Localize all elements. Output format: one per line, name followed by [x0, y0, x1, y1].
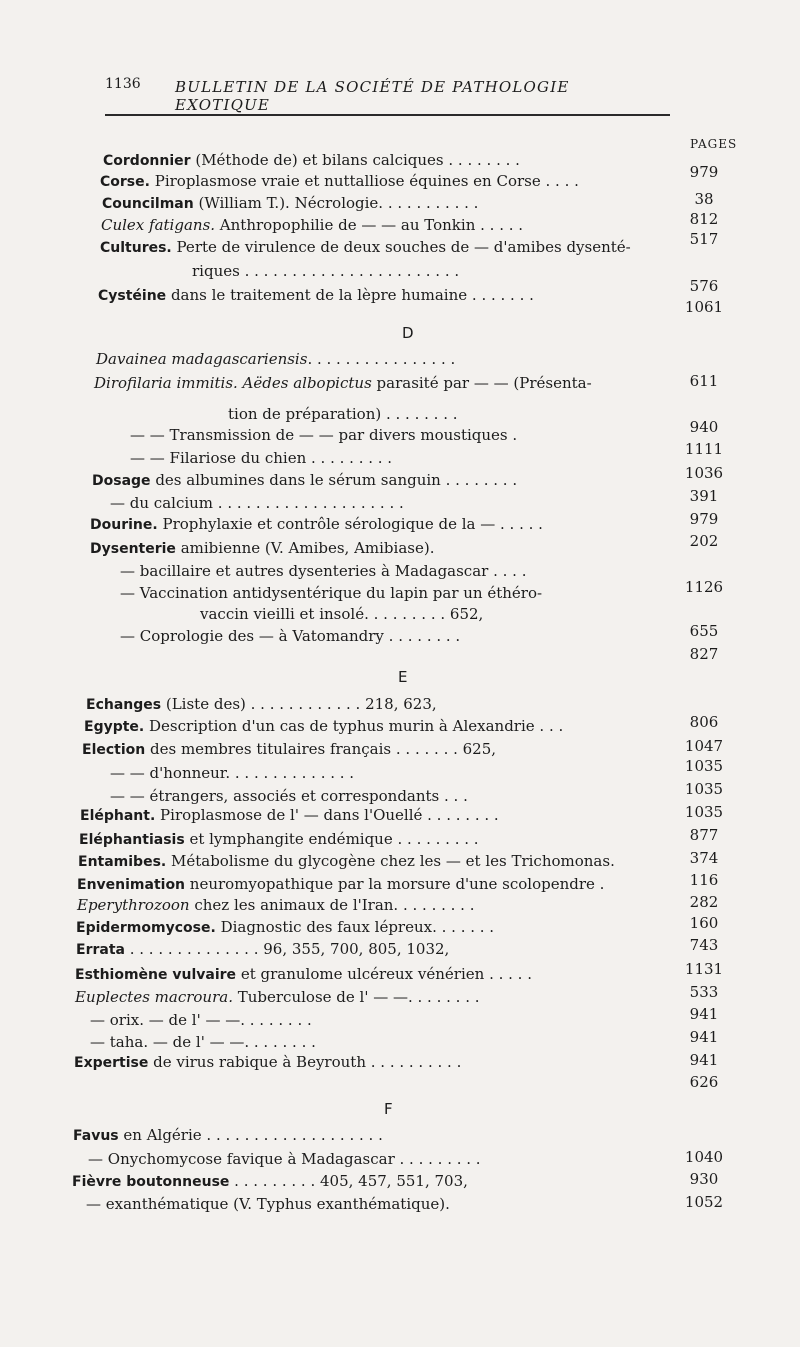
entry-text: — — Filariose du chien . . . . . . . . .: [130, 449, 393, 467]
page-reference: 1047: [684, 737, 724, 755]
index-entry: [130, 426, 517, 444]
index-entry: [86, 1195, 450, 1213]
page-reference: 576: [689, 277, 719, 295]
index-entry: [130, 449, 392, 467]
entry-term: Euplectes macroura.: [75, 988, 233, 1006]
page-reference: 941: [689, 1005, 719, 1023]
index-entry: [77, 875, 604, 894]
entry-text: — Vaccination antidysentérique du lapin par un éthéro-: [120, 584, 543, 602]
page-reference: 940: [689, 418, 719, 436]
index-entry: [75, 988, 480, 1006]
index-entry: [110, 764, 354, 782]
entry-text: dans le traitement de la lèpre humaine . . . . . . .: [166, 286, 534, 304]
page-reference: 1035: [684, 780, 724, 798]
entry-term: Echanges: [86, 697, 162, 713]
entry-text: — Coprologie des — à Vatomandry . . . . . . . .: [120, 627, 461, 645]
entry-text: — bacillaire et autres dysenteries à Madagascar . . . .: [120, 562, 527, 580]
page-reference: 1061: [684, 298, 724, 316]
page-reference: 611: [689, 372, 719, 390]
index-entry: [192, 262, 459, 280]
page-reference: 1052: [684, 1193, 724, 1211]
entry-text: en Algérie . . . . . . . . . . . . . . . . . . .: [118, 1126, 383, 1144]
index-entry: [100, 172, 579, 191]
entry-text: de virus rabique à Beyrouth . . . . . . . . . .: [148, 1053, 462, 1071]
index-entry: [90, 1033, 316, 1051]
index-entry: [73, 1126, 383, 1145]
entry-text: (William T.). Nécrologie. . . . . . . . . . .: [193, 194, 479, 212]
entry-text: (Liste des) . . . . . . . . . . . . 218, 623,: [161, 695, 437, 713]
entry-text: . . . . . . . . . . . . . . . .: [307, 350, 456, 368]
entry-term: Egypte.: [84, 719, 145, 735]
page-reference: 202: [689, 532, 719, 550]
index-entry: [120, 627, 460, 645]
section-letter-e: E: [398, 668, 408, 686]
entry-term: Corse.: [100, 174, 150, 190]
page-reference: 116: [689, 871, 719, 889]
entry-text: Description d'un cas de typhus murin à Alexandrie . . .: [144, 717, 564, 735]
entry-term: Dosage: [92, 473, 151, 489]
page-reference: 626: [689, 1073, 719, 1091]
index-entry: [72, 1172, 468, 1191]
entry-term: Davainea madagascariensis: [96, 350, 308, 368]
entry-term: Epidermomycose.: [76, 920, 216, 936]
entry-term: Errata: [76, 942, 125, 958]
index-entry: [76, 940, 449, 959]
page-reference: 1035: [684, 803, 724, 821]
entry-text: — — étrangers, associés et correspondants . . .: [110, 787, 468, 805]
entry-text: et granulome ulcéreux vénérien . . . . .: [236, 965, 532, 983]
entry-term: Councilman: [102, 196, 194, 212]
index-entry: [92, 471, 517, 490]
index-entry: [86, 695, 437, 714]
entry-text: neuromyopathique par la morsure d'une scolopendre .: [185, 875, 605, 893]
entry-text: — du calcium . . . . . . . . . . . . . . . . . . . .: [110, 494, 404, 512]
entry-term: Entamibes.: [78, 854, 167, 870]
page-reference: 743: [689, 936, 719, 954]
entry-term: Cordonnier: [103, 153, 191, 169]
entry-text: (Méthode de) et bilans calciques . . . . . . . .: [190, 151, 520, 169]
entry-term: Favus: [73, 1128, 119, 1144]
page-number: 1136: [105, 76, 141, 92]
page-reference: 941: [689, 1051, 719, 1069]
entry-term: Cystéine: [98, 288, 167, 304]
entry-text: — Onychomycose favique à Madagascar . . . . . . . . .: [88, 1150, 481, 1168]
entry-term: Eléphantiasis: [79, 832, 185, 848]
index-entry: [74, 1053, 461, 1072]
index-entry: [103, 151, 520, 170]
entry-text: amibienne (V. Amibes, Amibiase).: [175, 539, 435, 557]
entry-text: — orix. — de l' — —. . . . . . . .: [90, 1011, 312, 1029]
page-reference: 806: [689, 713, 719, 731]
index-entry: [90, 1011, 312, 1029]
entry-text: chez les animaux de l'Iran. . . . . . . . .: [189, 896, 475, 914]
index-entry: [94, 374, 592, 392]
page-reference: 979: [689, 163, 719, 181]
index-entry: [90, 515, 543, 534]
page-reference: 160: [689, 914, 719, 932]
running-header: [105, 76, 670, 114]
index-entry: [78, 852, 615, 871]
index-entry: [77, 896, 475, 914]
index-entry: [79, 830, 479, 849]
page-reference: 533: [689, 983, 719, 1001]
index-entry: [228, 405, 458, 423]
page-reference: 979: [689, 510, 719, 528]
entry-text: — — d'honneur. . . . . . . . . . . . . .: [110, 764, 355, 782]
index-entry: [88, 1150, 481, 1168]
page-reference: 1131: [684, 960, 724, 978]
index-entry: [120, 584, 542, 602]
page-reference: 517: [689, 230, 719, 248]
index-entry: [80, 806, 499, 825]
entry-text: et lymphangite endémique . . . . . . . . .: [184, 830, 479, 848]
entry-term: Cultures.: [100, 240, 172, 256]
index-entry: [200, 605, 483, 623]
index-entry: [82, 740, 496, 759]
page-reference: 1040: [684, 1148, 724, 1166]
page-reference: 38: [694, 190, 714, 208]
entry-term: Dirofilaria immitis. Aëdes albopictus: [94, 374, 372, 392]
entry-term: Esthiomène vulvaire: [75, 967, 237, 983]
entry-text: Piroplasmose de l' — dans l'Ouellé . . . . . . . .: [155, 806, 499, 824]
page-reference: 941: [689, 1028, 719, 1046]
section-letter-f: F: [384, 1100, 393, 1118]
entry-text: Perte de virulence de deux souches de — d'amibes dysenté-: [171, 238, 631, 256]
page-reference: 1126: [684, 578, 724, 596]
page-reference: 282: [689, 893, 719, 911]
index-entry: [102, 194, 478, 213]
entry-text: . . . . . . . . . . . . . . 96, 355, 700, 805, 1032,: [124, 940, 450, 958]
entry-text: des membres titulaires français . . . . . . . 625,: [145, 740, 497, 758]
running-title: BULLETIN DE LA SOCIÉTÉ DE PATHOLOGIE EXOTIQUE: [175, 78, 570, 114]
page-reference: 655: [689, 622, 719, 640]
section-letter-d: D: [402, 324, 414, 342]
page-reference: 930: [689, 1170, 719, 1188]
entry-term: Expertise: [74, 1055, 149, 1071]
entry-term: Eperythrozoon: [77, 896, 190, 914]
entry-term: Eléphant.: [80, 808, 156, 824]
entry-text: — exanthématique (V. Typhus exanthématique).: [86, 1195, 450, 1213]
entry-term: Dourine.: [90, 517, 158, 533]
entry-text: . . . . . . . . . 405, 457, 551, 703,: [229, 1172, 468, 1190]
entry-term: Fièvre boutonneuse: [72, 1174, 230, 1190]
page-reference: 827: [689, 645, 719, 663]
page-reference: 374: [689, 849, 719, 867]
header-rule: [105, 114, 670, 116]
entry-text: parasité par — — (Présenta-: [371, 374, 592, 392]
pages-column-label: PAGES: [690, 137, 738, 151]
entry-term: Election: [82, 742, 146, 758]
index-entry: [84, 717, 563, 736]
page-reference: 877: [689, 826, 719, 844]
page-reference: 391: [689, 487, 719, 505]
entry-term: Envenimation: [77, 877, 186, 893]
entry-text: — — Transmission de — — par divers moustiques .: [130, 426, 518, 444]
index-entry: [120, 562, 526, 580]
entry-text: — taha. — de l' — —. . . . . . . .: [90, 1033, 316, 1051]
entry-text: vaccin vieilli et insolé. . . . . . . . . 652,: [200, 605, 484, 623]
entry-text: Métabolisme du glycogène chez les — et les Trichomonas.: [166, 852, 615, 870]
page-reference: 1111: [684, 440, 724, 458]
index-entry: [90, 539, 434, 558]
index-entry: [100, 238, 631, 257]
index-entry: [101, 216, 523, 234]
index-entry: [110, 787, 468, 805]
page-reference: 1036: [684, 464, 724, 482]
entry-text: riques . . . . . . . . . . . . . . . . . . . . . . .: [192, 262, 460, 280]
entry-term: Culex fatigans.: [101, 216, 216, 234]
index-entry: [76, 918, 494, 937]
entry-text: Anthropophilie de — — au Tonkin . . . . .: [215, 216, 524, 234]
entry-text: Diagnostic des faux lépreux. . . . . . .: [215, 918, 495, 936]
entry-text: des albumines dans le sérum sanguin . . . . . . . .: [150, 471, 518, 489]
entry-text: Prophylaxie et contrôle sérologique de la — . . . . .: [157, 515, 543, 533]
page-reference: 812: [689, 210, 719, 228]
index-entry: [96, 350, 455, 368]
entry-text: Piroplasmose vraie et nuttalliose équines en Corse . . . .: [149, 172, 579, 190]
index-entry: [98, 286, 534, 305]
page-reference: 1035: [684, 757, 724, 775]
entry-text: Tuberculose de l' — —. . . . . . . .: [232, 988, 480, 1006]
index-entry: [75, 965, 532, 984]
entry-term: Dysenterie: [90, 541, 176, 557]
index-entry: [110, 494, 404, 512]
entry-text: tion de préparation) . . . . . . . .: [228, 405, 458, 423]
